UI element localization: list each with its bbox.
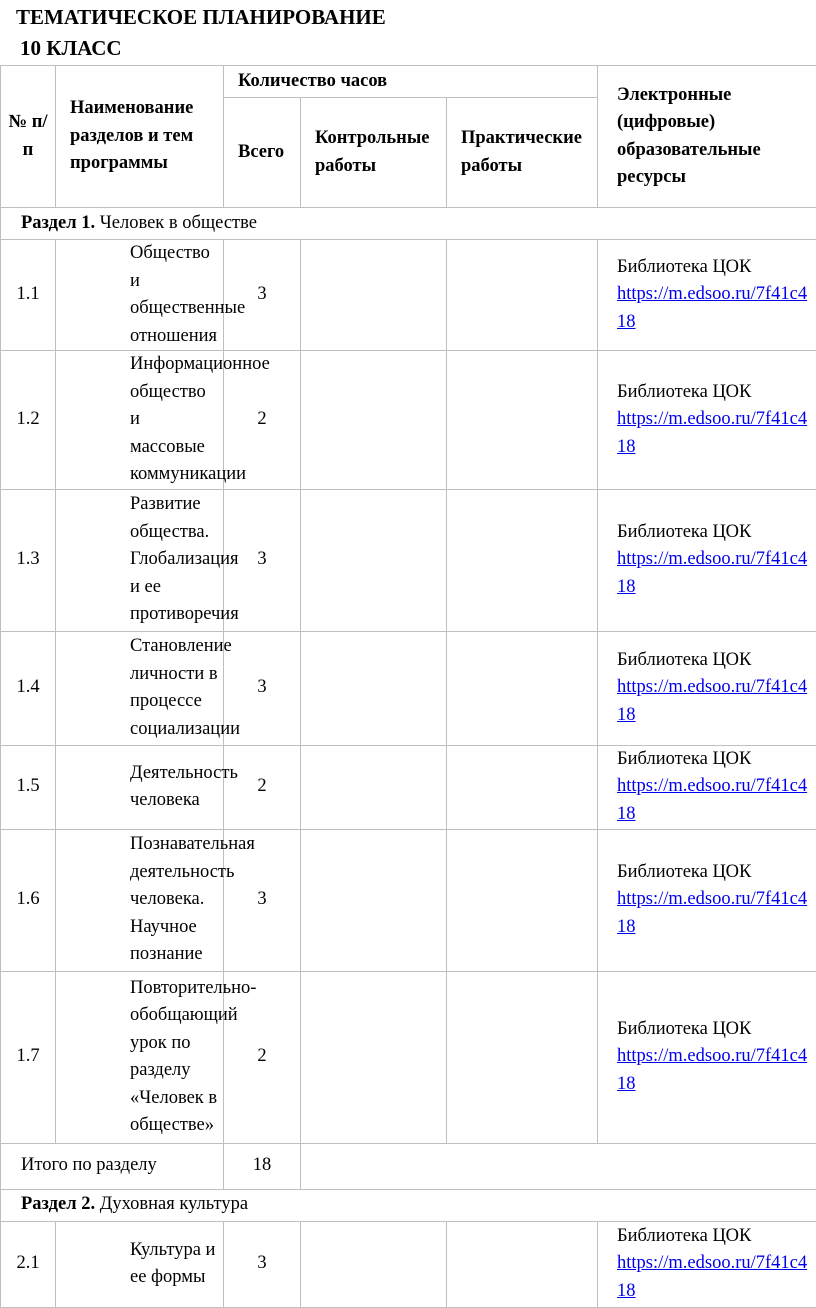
row-number: 2.1 bbox=[1, 1221, 56, 1307]
header-number: № п/п bbox=[1, 66, 56, 208]
row-number: 1.3 bbox=[1, 489, 56, 631]
summary-label: Итого по разделу bbox=[1, 1143, 224, 1189]
table-row bbox=[1, 745, 816, 829]
header-name: Наименование разделов и тем программы bbox=[56, 66, 224, 208]
resource-link[interactable]: https://m.edsoo.ru/7f41c418 bbox=[617, 889, 807, 937]
summary-empty bbox=[301, 1143, 816, 1189]
resource-label: Библиотека ЦОК bbox=[617, 519, 815, 547]
row-practical-hours bbox=[447, 489, 598, 631]
header-hours: Количество часов bbox=[224, 66, 598, 98]
row-total-hours: 2 bbox=[224, 351, 301, 490]
row-total-hours: 3 bbox=[224, 489, 301, 631]
resource-link[interactable]: https://m.edsoo.ru/7f41c418 bbox=[617, 409, 807, 457]
row-control-hours bbox=[301, 971, 447, 1143]
resource-label: Библиотека ЦОК bbox=[617, 1223, 815, 1251]
section-row bbox=[1, 208, 816, 240]
page-subtitle: 10 КЛАСС bbox=[20, 34, 122, 62]
table-row bbox=[1, 1221, 816, 1307]
planning-table bbox=[0, 65, 816, 1308]
row-number: 1.7 bbox=[1, 971, 56, 1143]
row-practical-hours bbox=[447, 971, 598, 1143]
row-practical-hours bbox=[447, 829, 598, 971]
summary-total-hours: 18 bbox=[224, 1143, 301, 1189]
section-title bbox=[1, 1189, 816, 1221]
resource-label: Библиотека ЦОК bbox=[617, 1016, 815, 1044]
row-number: 1.1 bbox=[1, 240, 56, 351]
resource-label: Библиотека ЦОК bbox=[617, 647, 815, 675]
table-row bbox=[1, 971, 816, 1143]
row-resources bbox=[598, 971, 816, 1143]
row-name: Повторительно-обобщающий урок по разделу «Человек в обществе» bbox=[56, 971, 224, 1143]
row-name: Общество и общественные отношения bbox=[56, 240, 224, 351]
row-total-hours: 3 bbox=[224, 240, 301, 351]
section-label: Раздел 2. bbox=[21, 1194, 95, 1214]
row-practical-hours bbox=[447, 745, 598, 829]
resource-link[interactable]: https://m.edsoo.ru/7f41c418 bbox=[617, 677, 807, 725]
row-name: Деятельность человека bbox=[56, 745, 224, 829]
row-control-hours bbox=[301, 489, 447, 631]
header-total: Всего bbox=[224, 98, 301, 208]
header-control: Контрольные работы bbox=[301, 98, 447, 208]
row-name: Развитие общества. Глобализация и ее противоречия bbox=[56, 489, 224, 631]
resource-label: Библиотека ЦОК bbox=[617, 746, 815, 774]
row-resources bbox=[598, 351, 816, 490]
row-resources bbox=[598, 489, 816, 631]
row-practical-hours bbox=[447, 240, 598, 351]
page-title: ТЕМАТИЧЕСКОЕ ПЛАНИРОВАНИЕ bbox=[16, 3, 386, 31]
table-row bbox=[1, 351, 816, 490]
resource-link[interactable]: https://m.edsoo.ru/7f41c418 bbox=[617, 776, 807, 824]
header-resources: Электронные (цифровые) образовательные ресурсы bbox=[598, 66, 816, 208]
table-row bbox=[1, 829, 816, 971]
row-total-hours: 2 bbox=[224, 971, 301, 1143]
resource-link[interactable]: https://m.edsoo.ru/7f41c418 bbox=[617, 1253, 807, 1301]
row-resources bbox=[598, 745, 816, 829]
resource-link[interactable]: https://m.edsoo.ru/7f41c418 bbox=[617, 284, 807, 332]
row-resources bbox=[598, 829, 816, 971]
resource-link[interactable]: https://m.edsoo.ru/7f41c418 bbox=[617, 1046, 807, 1094]
row-number: 1.5 bbox=[1, 745, 56, 829]
row-name: Культура и ее формы bbox=[56, 1221, 224, 1307]
row-total-hours: 3 bbox=[224, 1221, 301, 1307]
section-title bbox=[1, 208, 816, 240]
row-control-hours bbox=[301, 351, 447, 490]
section-name: Человек в обществе bbox=[100, 213, 257, 233]
row-control-hours bbox=[301, 1221, 447, 1307]
section-name: Духовная культура bbox=[100, 1194, 248, 1214]
row-total-hours: 3 bbox=[224, 829, 301, 971]
section-summary-row bbox=[1, 1143, 816, 1189]
row-control-hours bbox=[301, 745, 447, 829]
row-number: 1.2 bbox=[1, 351, 56, 490]
row-control-hours bbox=[301, 631, 447, 745]
resource-label: Библиотека ЦОК bbox=[617, 254, 815, 282]
row-resources bbox=[598, 1221, 816, 1307]
row-name: Познавательная деятельность человека. Научное познание bbox=[56, 829, 224, 971]
row-control-hours bbox=[301, 240, 447, 351]
section-row bbox=[1, 1189, 816, 1221]
row-practical-hours bbox=[447, 351, 598, 490]
row-total-hours: 3 bbox=[224, 631, 301, 745]
row-number: 1.4 bbox=[1, 631, 56, 745]
resource-link[interactable]: https://m.edsoo.ru/7f41c418 bbox=[617, 549, 807, 597]
row-resources bbox=[598, 240, 816, 351]
table-row bbox=[1, 489, 816, 631]
row-name: Становление личности в процессе социализации bbox=[56, 631, 224, 745]
table-header-row bbox=[1, 66, 816, 98]
row-total-hours: 2 bbox=[224, 745, 301, 829]
row-number: 1.6 bbox=[1, 829, 56, 971]
table-row bbox=[1, 240, 816, 351]
row-practical-hours bbox=[447, 1221, 598, 1307]
resource-label: Библиотека ЦОК bbox=[617, 859, 815, 887]
row-control-hours bbox=[301, 829, 447, 971]
row-name: Информационное общество и массовые коммуникации bbox=[56, 351, 224, 490]
row-practical-hours bbox=[447, 631, 598, 745]
header-practical: Практические работы bbox=[447, 98, 598, 208]
row-resources bbox=[598, 631, 816, 745]
table-row bbox=[1, 631, 816, 745]
resource-label: Библиотека ЦОК bbox=[617, 379, 815, 407]
section-label: Раздел 1. bbox=[21, 213, 95, 233]
